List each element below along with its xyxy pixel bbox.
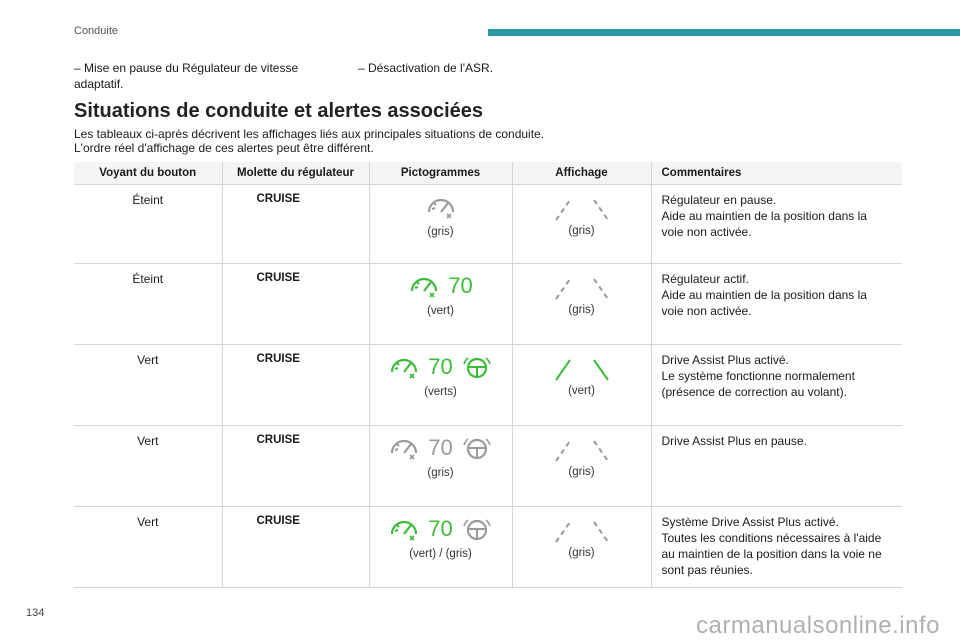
cell-commentaires xyxy=(651,507,902,588)
speed-value: 70 xyxy=(428,354,453,379)
voyant-value: Vert xyxy=(137,353,159,367)
affichage-caption: (gris) xyxy=(568,304,595,316)
table-row xyxy=(74,507,902,588)
pictogram-group xyxy=(370,510,512,548)
voyant-value: Éteint xyxy=(132,193,164,207)
comment-line-1: Système Drive Assist Plus activé. xyxy=(661,515,839,529)
picto-caption: (vert) / (gris) xyxy=(409,548,472,560)
table-row xyxy=(74,185,902,264)
picto-caption: (gris) xyxy=(427,226,454,238)
cell-pictogrammes xyxy=(369,426,512,507)
cell-voyant xyxy=(74,345,222,426)
molette-value: CRUISE xyxy=(256,434,300,446)
cruise-speedometer-icon xyxy=(425,194,457,220)
affichage-caption: (vert) xyxy=(568,385,595,397)
comment-line-1: Drive Assist Plus activé. xyxy=(661,353,789,367)
cell-molette xyxy=(222,507,369,588)
comment-line-2: Aide au maintien de la position dans la voie non activée. xyxy=(661,209,867,239)
cell-affichage xyxy=(512,185,651,264)
speed-value: 70 xyxy=(428,516,453,541)
lane-lines-icon xyxy=(552,521,612,543)
cruise-speedometer-icon xyxy=(388,354,420,380)
comment-line-2: Toutes les conditions nécessaires à l'aide au maintien de la position dans la voie ne sont pas réunies. xyxy=(661,531,882,577)
steering-wheel-icon xyxy=(461,354,493,380)
cell-molette xyxy=(222,426,369,507)
steering-wheel-icon xyxy=(461,435,493,461)
cell-commentaires xyxy=(651,426,902,507)
cell-affichage xyxy=(512,264,651,345)
pictogram-group xyxy=(370,267,512,305)
lane-lines-icon xyxy=(552,359,612,381)
cell-affichage xyxy=(512,426,651,507)
voyant-value: Éteint xyxy=(132,272,164,286)
cell-voyant xyxy=(74,507,222,588)
header-molette: Molette du régulateur xyxy=(222,162,369,185)
watermark: carmanualsonline.info xyxy=(696,612,940,639)
cell-pictogrammes xyxy=(369,264,512,345)
cell-pictogrammes xyxy=(369,345,512,426)
molette-value: CRUISE xyxy=(256,272,300,284)
speed-value: 70 xyxy=(448,273,473,298)
comment-line-2: Le système fonctionne normalement (présence de correction au volant). xyxy=(661,369,855,399)
cell-pictogrammes xyxy=(369,507,512,588)
header-commentaires: Commentaires xyxy=(651,162,902,185)
table-row xyxy=(74,345,902,426)
intro-left-text: – Mise en pause du Régulateur de vitesse adaptatif. xyxy=(74,61,299,91)
header-pictogrammes: Pictogrammes xyxy=(369,162,512,185)
cell-affichage xyxy=(512,345,651,426)
description-line-1: Les tableaux ci-après décrivent les affichages liés aux principales situations de conduite. xyxy=(74,127,545,141)
section-description xyxy=(74,127,544,155)
comment-line-1: Drive Assist Plus en pause. xyxy=(661,434,807,448)
lane-lines-icon xyxy=(552,199,612,221)
speed-value: 70 xyxy=(428,435,453,460)
lane-lines-icon xyxy=(552,440,612,462)
picto-caption: (vert) xyxy=(427,305,454,317)
pictogram-group xyxy=(370,348,512,386)
lane-lines-icon xyxy=(552,278,612,300)
comment-line-2: Aide au maintien de la position dans la voie non activée. xyxy=(661,288,867,318)
molette-value: CRUISE xyxy=(256,193,300,205)
comment-line-1: Régulateur actif. xyxy=(661,272,749,286)
page-number: 134 xyxy=(26,607,45,619)
intro-right-text: – Désactivation de l'ASR. xyxy=(358,61,494,75)
header-accent-bar xyxy=(488,29,960,36)
table-header-row xyxy=(74,162,902,185)
description-line-2: L'ordre réel d'affichage de ces alertes peut être différent. xyxy=(74,141,374,155)
molette-value: CRUISE xyxy=(256,353,300,365)
cell-commentaires xyxy=(651,185,902,264)
steering-wheel-icon xyxy=(461,516,493,542)
voyant-value: Vert xyxy=(137,515,159,529)
cruise-speedometer-icon xyxy=(388,516,420,542)
picto-caption: (verts) xyxy=(424,386,457,398)
cell-affichage xyxy=(512,507,651,588)
voyant-value: Vert xyxy=(137,434,159,448)
cell-molette xyxy=(222,264,369,345)
cell-molette xyxy=(222,345,369,426)
cell-voyant xyxy=(74,185,222,264)
section-title: Situations de conduite et alertes associées xyxy=(74,100,484,122)
table-row xyxy=(74,264,902,345)
affichage-caption: (gris) xyxy=(568,466,595,478)
pictogram-group xyxy=(370,429,512,467)
pictogram-group xyxy=(370,188,512,226)
cruise-speedometer-icon xyxy=(388,435,420,461)
cell-commentaires xyxy=(651,345,902,426)
affichage-caption: (gris) xyxy=(568,547,595,559)
cell-molette xyxy=(222,185,369,264)
affichage-caption: (gris) xyxy=(568,225,595,237)
comment-line-1: Régulateur en pause. xyxy=(661,193,777,207)
table-row xyxy=(74,426,902,507)
header-voyant: Voyant du bouton xyxy=(74,162,222,185)
header-affichage: Affichage xyxy=(512,162,651,185)
cell-voyant xyxy=(74,264,222,345)
cell-pictogrammes xyxy=(369,185,512,264)
header-section: Conduite xyxy=(74,25,119,37)
cell-commentaires xyxy=(651,264,902,345)
picto-caption: (gris) xyxy=(427,467,454,479)
cell-voyant xyxy=(74,426,222,507)
alerts-table xyxy=(74,162,902,588)
molette-value: CRUISE xyxy=(256,515,300,527)
cruise-speedometer-icon xyxy=(408,273,440,299)
